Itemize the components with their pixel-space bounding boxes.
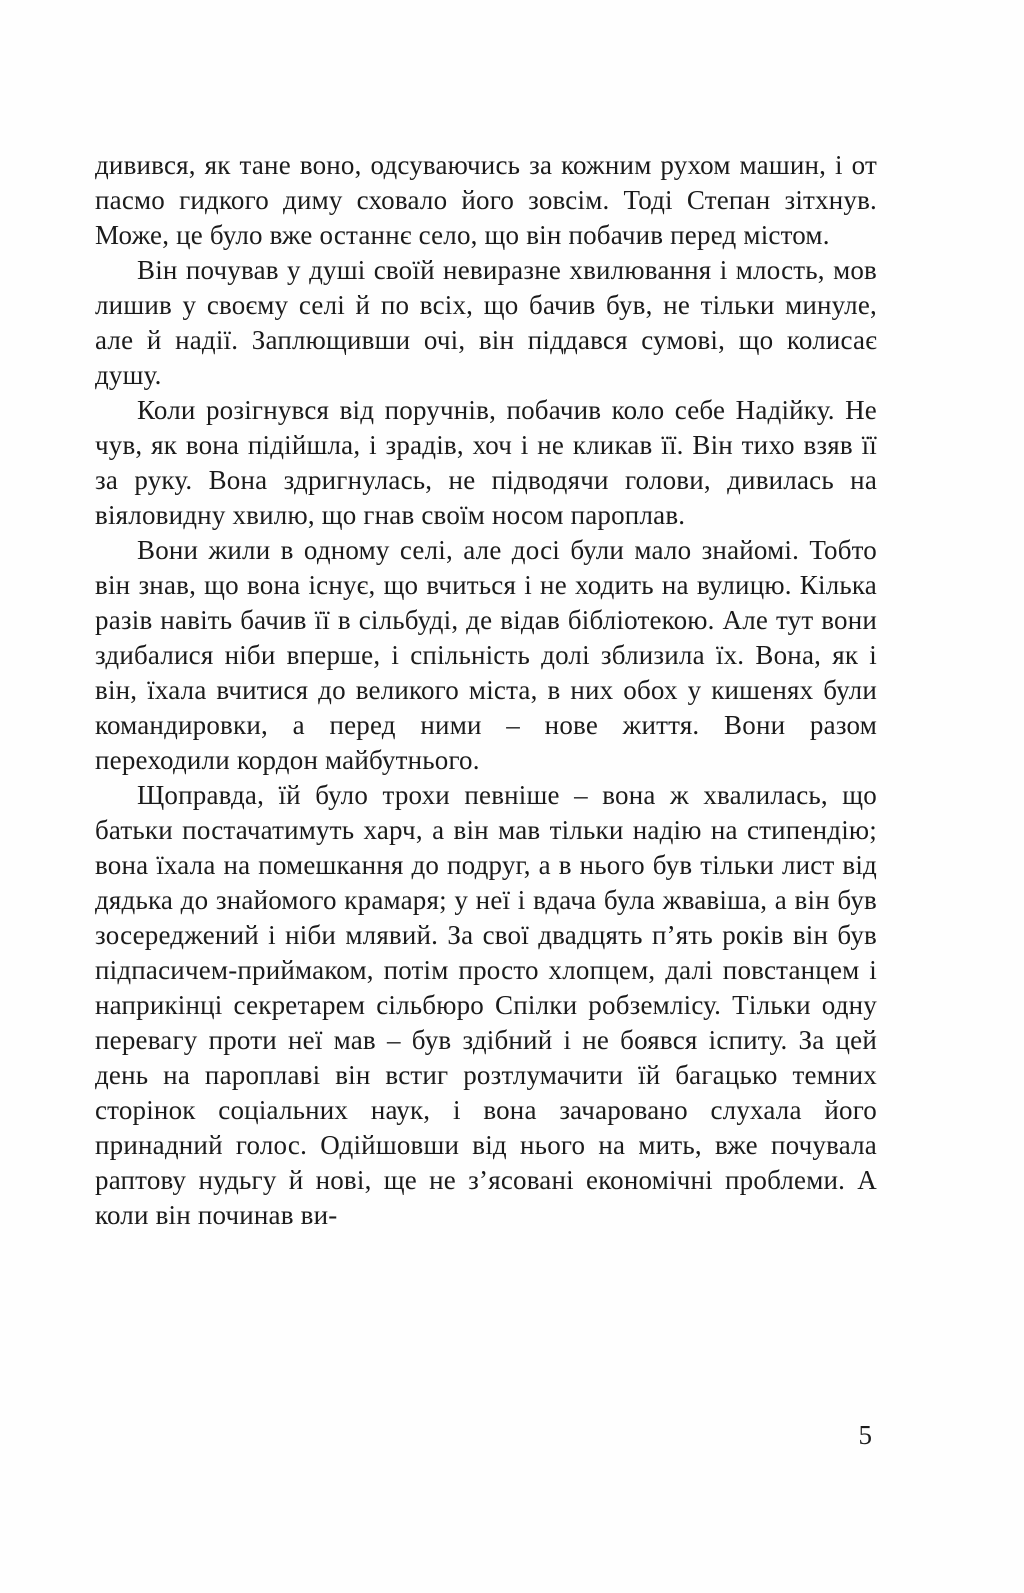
page-number: 5	[858, 1420, 872, 1450]
page-text-block	[95, 148, 877, 1233]
paragraph: Щоправда, їй було трохи певніше – вона ж хвалилась, що батьки постачатимуть харч, а він мав тільки надію на стипендію; вона їхала на помешкання до подруг, а в нього був тільки лист від дядька до знайомого крамаря; у неї і вдача була жвавіша, а він був зосереджений і ніби млявий. За свої двадцять п’ять років він був підпасичем-приймаком, потім просто хлопцем, далі повстанцем і наприкінці секретарем сільбюро Спілки робземлісу. Тільки одну перевагу проти неї мав – був здібний і не боявся іспиту. За цей день на пароплаві він встиг розтлумачити їй багацько темних сторінок соціальних наук, і вона зачаровано слухала його принадний голос. Одійшовши від нього на мить, вже почувала раптову нудьгу й нові, ще не з’ясовані економічні проблеми. А коли він починав ви-	[95, 780, 877, 1230]
paragraph: дивився, як тане воно, одсуваючись за кожним рухом машин, і от пасмо гидкого диму сховало його зовсім. Тоді Степан зітхнув. Може, це було вже останнє село, що він побачив перед містом.	[95, 150, 877, 250]
paragraph: Коли розігнувся від поручнів, побачив коло себе Надійку. Не чув, як вона підійшла, і зрадів, хоч і не кликав її. Він тихо взяв її за руку. Вона здригнулась, не підводячи голови, дивилась на віяловидну хвилю, що гнав своїм носом пароплав.	[95, 395, 877, 530]
paragraph: Вони жили в одному селі, але досі були мало знайомі. Тобто він знав, що вона існує, що вчиться і не ходить на вулицю. Кілька разів навіть бачив її в сільбуді, де відав бібліотекою. Але тут вони здибалися ніби вперше, і спільність долі зблизила їх. Вона, як і він, їхала вчитися до великого міста, в них обох у кишенях були командировки, а перед ними – нове життя. Вони разом переходили кордон майбутнього.	[95, 535, 877, 775]
paragraph: Він почував у душі своїй невиразне хвилювання і млость, мов лишив у своєму селі й по всіх, що бачив був, не тільки минуле, але й надії. Заплющивши очі, він піддався сумові, що колисає душу.	[95, 255, 877, 390]
